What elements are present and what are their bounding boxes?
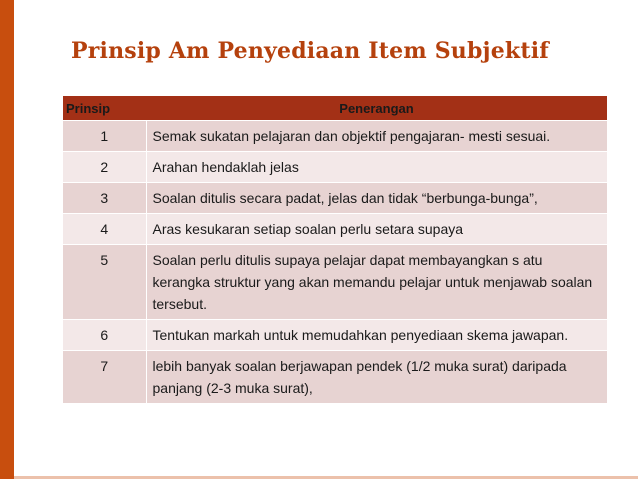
row-description: Aras kesukaran setiap soalan perlu setara supaya [146,214,607,245]
row-number: 1 [63,121,146,152]
header-penerangan: Penerangan [146,96,607,121]
row-number: 2 [63,152,146,183]
row-description: Semak sukatan pelajaran dan objektif pengajaran- mesti sesuai. [146,121,607,152]
header-prinsip: Prinsip [63,96,146,121]
table-row [63,320,607,351]
row-number: 5 [63,245,146,320]
table-row [63,214,607,245]
table-header-row [63,96,607,121]
row-description: Soalan perlu ditulis supaya pelajar dapat membayangkan s atu kerangka struktur yang akan memandu pelajar untuk menjawab soalan tersebut. [146,245,607,320]
table-row [63,152,607,183]
left-accent-bar [0,0,14,479]
table-row [63,245,607,320]
row-description: lebih banyak soalan berjawapan pendek (1/2 muka surat) daripada panjang (2-3 muka surat), [146,351,607,404]
row-number: 7 [63,351,146,404]
row-number: 4 [63,214,146,245]
row-number: 6 [63,320,146,351]
row-description: Arahan hendaklah jelas [146,152,607,183]
row-description: Tentukan markah untuk memudahkan penyediaan skema jawapan. [146,320,607,351]
slide-title: Prinsip Am Penyediaan Item Subjektif [71,38,549,64]
table-row [63,351,607,404]
principles-table [63,96,607,403]
row-number: 3 [63,183,146,214]
table-row [63,183,607,214]
table-row [63,121,607,152]
row-description: Soalan ditulis secara padat, jelas dan tidak “berbunga-bunga”, [146,183,607,214]
